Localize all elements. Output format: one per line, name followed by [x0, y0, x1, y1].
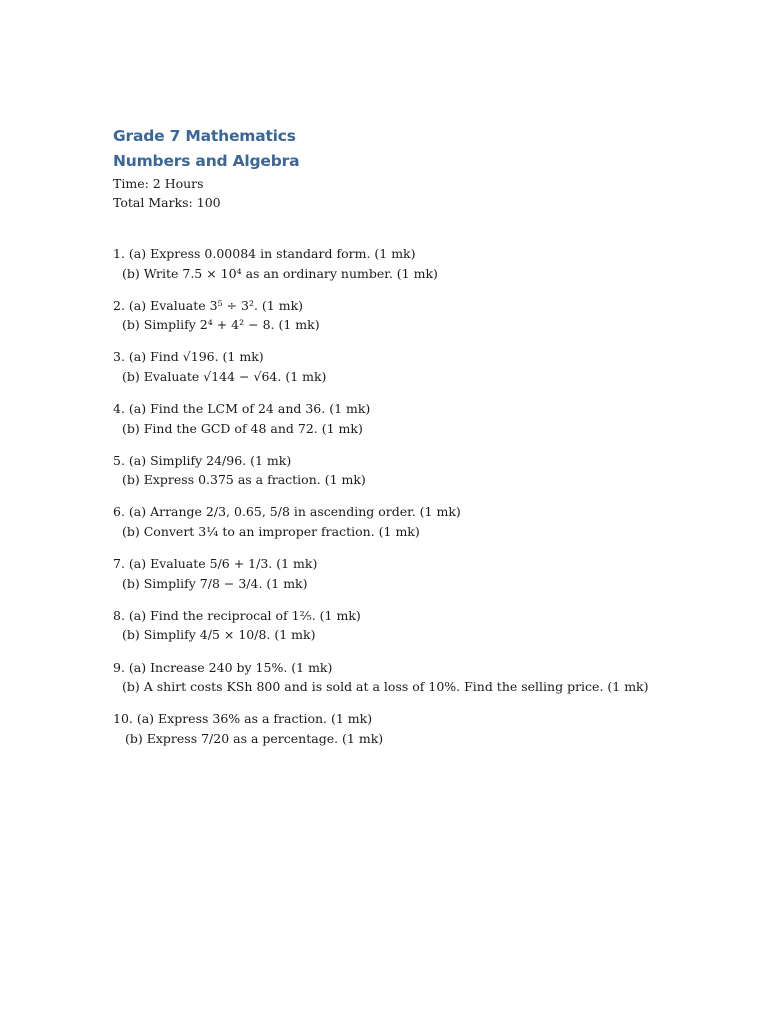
- question-6: [113, 502, 733, 541]
- question-4b: (b) Find the GCD of 48 and 72. (1 mk): [122, 420, 363, 436]
- question-3: [113, 347, 733, 386]
- question-9: [113, 658, 733, 697]
- exam-total-marks: Total Marks: 100: [113, 195, 221, 210]
- question-2: [113, 296, 733, 335]
- question-3b: (b) Evaluate √144 − √64. (1 mk): [122, 368, 327, 384]
- question-1a: 1. (a) Express 0.00084 in standard form. (1 mk): [113, 246, 416, 261]
- question-9a: 9. (a) Increase 240 by 15%. (1 mk): [113, 659, 333, 675]
- question-9b: (b) A shirt costs KSh 800 and is sold at a loss of 10%. Find the selling price. (1 mk): [122, 679, 649, 694]
- question-8a: 8. (a) Find the reciprocal of 1⅖. (1 mk): [113, 607, 361, 623]
- question-5b: (b) Express 0.375 as a fraction. (1 mk): [122, 472, 366, 488]
- question-4: [113, 399, 733, 438]
- question-list: [113, 244, 733, 761]
- question-7a: 7. (a) Evaluate 5/6 + 1/3. (1 mk): [113, 556, 318, 572]
- question-3a: 3. (a) Find √196. (1 mk): [113, 349, 264, 365]
- question-4a: 4. (a) Find the LCM of 24 and 36. (1 mk): [113, 401, 371, 417]
- question-1: [113, 244, 733, 283]
- question-10a: 10. (a) Express 36% as a fraction. (1 mk): [113, 711, 373, 727]
- question-2b: (b) Simplify 2⁴ + 4² − 8. (1 mk): [122, 317, 320, 333]
- question-1b: (b) Write 7.5 × 10⁴ as an ordinary number. (1 mk): [122, 265, 438, 281]
- question-6a: 6. (a) Arrange 2/3, 0.65, 5/8 in ascending order. (1 mk): [113, 504, 461, 520]
- question-6b: (b) Convert 3¼ to an improper fraction. (1 mk): [122, 523, 420, 539]
- question-2a: 2. (a) Evaluate 3⁵ ÷ 3². (1 mk): [113, 297, 304, 313]
- exam-time: Time: 2 Hours: [113, 176, 204, 191]
- question-10b: (b) Express 7/20 as a percentage. (1 mk): [125, 730, 384, 746]
- question-8: [113, 606, 733, 645]
- document-header: [113, 124, 299, 212]
- question-8b: (b) Simplify 4/5 × 10/8. (1 mk): [122, 627, 316, 643]
- document-subtitle: Numbers and Algebra: [113, 152, 300, 170]
- question-10: [113, 709, 733, 748]
- question-7b: (b) Simplify 7/8 − 3/4. (1 mk): [122, 575, 308, 591]
- question-5a: 5. (a) Simplify 24/96. (1 mk): [113, 452, 292, 468]
- document-title: Grade 7 Mathematics: [113, 127, 296, 145]
- question-7: [113, 554, 733, 593]
- question-5: [113, 451, 733, 490]
